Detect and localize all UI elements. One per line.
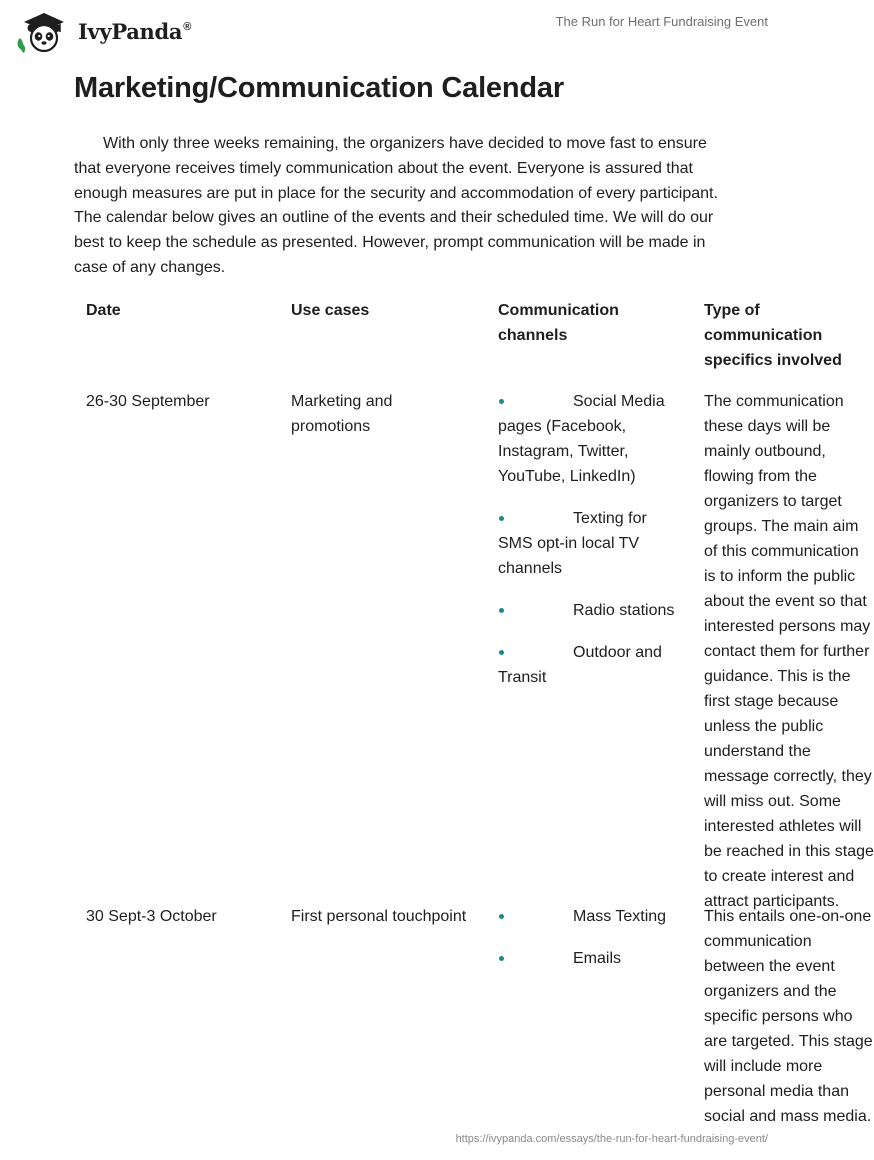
header-communication-channels: Communication channels — [498, 302, 619, 344]
channel-item: Radio stations — [498, 598, 683, 623]
row-2-specifics: This entails one-on-one communication between the event organizers and the specific persons who are targeted. This stage will include more personal media than social and mass media. — [704, 908, 873, 1125]
document-title: The Run for Heart Fundraising Event — [555, 14, 768, 29]
channel-item: Outdoor and Transit — [498, 644, 662, 686]
row-1-use-case: Marketing and promotions — [291, 393, 393, 435]
bullet-icon — [499, 956, 504, 961]
bullet-icon — [499, 608, 504, 613]
bullet-icon — [499, 914, 504, 919]
row-1-channels — [498, 389, 683, 707]
channel-item: Social Media pages (Facebook, Instagram, Twitter, YouTube, LinkedIn) — [498, 393, 665, 485]
row-1-date: 26-30 September — [86, 393, 210, 410]
page-heading: Marketing/Communication Calendar — [74, 72, 564, 104]
source-url-link[interactable]: https://ivypanda.com/essays/the-run-for-heart-fundraising-event/ — [455, 1133, 768, 1145]
bullet-icon — [499, 650, 504, 655]
row-2-use-case: First personal touchpoint — [291, 908, 467, 925]
header-date: Date — [86, 302, 121, 319]
channel-item: Emails — [498, 946, 683, 971]
brand-name: IvyPanda® — [78, 18, 192, 44]
header-type-of-communication: Type of communication specifics involved — [704, 302, 842, 369]
channel-item: Texting for SMS opt-in local TV channels — [498, 510, 647, 577]
bullet-icon — [499, 399, 504, 404]
row-2-channels — [498, 904, 683, 988]
header-use-cases: Use cases — [291, 302, 370, 319]
registered-mark: ® — [183, 20, 192, 33]
row-1-specifics: The communication these days will be mainly outbound, flowing from the organizers to target groups. The main aim of this communication is to inform the public about the event so that interested persons may contact them for further guidance. This is the first stage because unless the public understand the message correctly, they will miss out. Some interested athletes will be reached in this stage to create interest and attract participants. — [704, 393, 874, 910]
bullet-icon — [499, 516, 504, 521]
intro-paragraph: With only three weeks remaining, the organizers have decided to move fast to ensure that everyone receives timely communication about the event. Everyone is assured that enough measures are put in place for the security and accommodation of every participant. The calendar below gives an outline of the events and their scheduled time. We will do our best to keep the schedule as presented. However, prompt communication will be made in case of any changes. — [74, 135, 718, 276]
row-2-date: 30 Sept-3 October — [86, 908, 217, 925]
channel-item: Mass Texting — [498, 904, 683, 929]
